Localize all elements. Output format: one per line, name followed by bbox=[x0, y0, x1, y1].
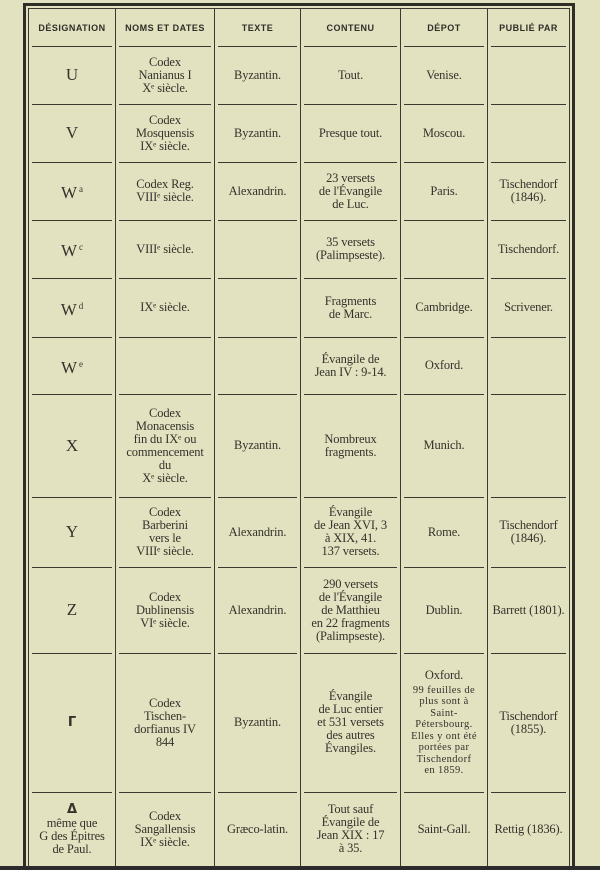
names-text: Codex Dublinensis VIᵉ siècle. bbox=[135, 589, 195, 630]
cell-depot bbox=[400, 46, 487, 104]
designation-letter bbox=[61, 297, 84, 319]
names-text: Codex Tischen- dorfianus IV 844 bbox=[134, 695, 196, 749]
contenu-text: Fragments de Marc. bbox=[324, 293, 377, 321]
depot-text: Cambridge. bbox=[415, 300, 473, 314]
cell-noms-dates bbox=[115, 653, 214, 792]
names-text: Codex Mosquensis IXᵉ siècle. bbox=[135, 112, 195, 153]
designation-base: W bbox=[60, 299, 77, 319]
contenu-text: Évangile de Luc entier et 531 versets des autres Évangiles. bbox=[317, 689, 384, 755]
header-label: TEXTE bbox=[241, 22, 274, 33]
publie-text: Tischendorf (1846). bbox=[499, 177, 558, 204]
designation-letter: X bbox=[65, 435, 79, 455]
contenu-text: Tout. bbox=[337, 67, 364, 82]
designation-letter: Z bbox=[66, 600, 78, 619]
names-text: Codex Reg. VIIIᵉ siècle. bbox=[136, 177, 194, 204]
cell-contenu bbox=[300, 497, 400, 567]
cell-noms-dates bbox=[115, 278, 214, 337]
cell-texte bbox=[214, 497, 300, 567]
header-contenu bbox=[300, 9, 400, 46]
cell-contenu bbox=[300, 567, 400, 653]
cell-designation bbox=[29, 46, 115, 104]
cell-texte bbox=[214, 792, 300, 866]
cell-publie-par bbox=[487, 46, 569, 104]
cell-contenu bbox=[300, 653, 400, 792]
cell-designation bbox=[29, 337, 115, 394]
cell-publie-par bbox=[487, 567, 569, 653]
publie-text: Tischendorf. bbox=[497, 241, 560, 256]
header-label: DÉPOT bbox=[427, 22, 461, 33]
texte-text: Græco-latin. bbox=[226, 821, 289, 836]
cell-publie-par bbox=[487, 278, 569, 337]
contenu-text: Évangile de Jean XVI, 3 à XIX, 41. 137 versets. bbox=[314, 505, 387, 558]
cell-depot bbox=[400, 653, 487, 792]
cell-noms-dates bbox=[115, 394, 214, 497]
cell-contenu bbox=[300, 278, 400, 337]
publie-text: Rettig (1836). bbox=[494, 821, 563, 836]
cell-designation bbox=[29, 104, 115, 162]
bottom-edge-band bbox=[0, 866, 600, 870]
cell-contenu bbox=[300, 104, 400, 162]
cell-noms-dates bbox=[115, 104, 214, 162]
texte-text: Byzantin. bbox=[234, 438, 281, 452]
names-text: Codex Barberini vers le VIIIᵉ siècle. bbox=[136, 505, 194, 558]
publie-text: Scrivener. bbox=[504, 300, 553, 314]
cell-texte bbox=[214, 567, 300, 653]
cell-contenu bbox=[300, 162, 400, 220]
contenu-text: Presque tout. bbox=[318, 125, 383, 140]
cell-texte bbox=[214, 162, 300, 220]
cell-publie-par bbox=[487, 497, 569, 567]
designation-letter: Γ bbox=[67, 715, 77, 730]
cell-texte bbox=[214, 46, 300, 104]
header-publie-par bbox=[487, 9, 569, 46]
cell-noms-dates bbox=[115, 567, 214, 653]
cell-publie-par bbox=[487, 653, 569, 792]
header-texte bbox=[214, 9, 300, 46]
designation-letter bbox=[61, 355, 83, 377]
depot-text: Dublin. bbox=[425, 602, 463, 617]
cell-designation bbox=[29, 567, 115, 653]
depot-text: Rome. bbox=[427, 524, 461, 539]
cell-designation bbox=[29, 653, 115, 792]
designation-note: même que G des Épitres de Paul. bbox=[39, 816, 105, 856]
cell-publie-par bbox=[487, 104, 569, 162]
header-depot bbox=[400, 9, 487, 46]
designation-letter: V bbox=[65, 123, 79, 142]
names-text: Codex Monacensis fin du IXᵉ ou commencement du Xᵉ siècle. bbox=[126, 405, 204, 485]
cell-depot bbox=[400, 394, 487, 497]
cell-depot bbox=[400, 337, 487, 394]
contenu-text: Évangile de Jean IV : 9-14. bbox=[314, 351, 387, 379]
contenu-text: 23 versets de l'Évangile de Luc. bbox=[318, 170, 383, 211]
texte-text: Byzantin. bbox=[234, 125, 281, 140]
names-text: Codex Sangallensis IXᵉ siècle. bbox=[134, 808, 196, 849]
cell-designation bbox=[29, 162, 115, 220]
names-text: VIIIᵉ siècle. bbox=[136, 241, 194, 256]
texte-text: Alexandrin. bbox=[228, 183, 287, 198]
cell-noms-dates bbox=[115, 162, 214, 220]
cell-contenu bbox=[300, 337, 400, 394]
depot-text: Munich. bbox=[423, 438, 465, 452]
designation-letter bbox=[61, 180, 83, 202]
contenu-text: Nombreux fragments. bbox=[324, 431, 377, 459]
contenu-text: 290 versets de l'Évangile de Matthieu en 22 fragments (Palimpseste). bbox=[311, 576, 390, 643]
texte-text: Byzantin. bbox=[234, 715, 281, 729]
cell-noms-dates bbox=[115, 337, 214, 394]
designation-base: W bbox=[60, 357, 78, 377]
cell-depot bbox=[400, 104, 487, 162]
texte-text: Alexandrin. bbox=[228, 524, 287, 539]
depot-text: Oxford. bbox=[424, 667, 464, 682]
cell-texte bbox=[214, 337, 300, 394]
cell-noms-dates bbox=[115, 497, 214, 567]
cell-noms-dates bbox=[115, 792, 214, 866]
designation-letter bbox=[61, 238, 83, 260]
cell-publie-par bbox=[487, 220, 569, 278]
cell-noms-dates bbox=[115, 220, 214, 278]
codex-table bbox=[28, 8, 570, 866]
publie-text: Barrett (1801). bbox=[492, 602, 565, 617]
publie-text: Tischendorf (1855). bbox=[499, 708, 558, 736]
cell-publie-par bbox=[487, 162, 569, 220]
texte-text: Alexandrin. bbox=[228, 602, 287, 617]
cell-texte bbox=[214, 394, 300, 497]
depot-text: Moscou. bbox=[422, 125, 466, 140]
cell-texte bbox=[214, 220, 300, 278]
depot-text: Paris. bbox=[430, 183, 458, 198]
header-label: DÉSIGNATION bbox=[38, 22, 106, 33]
cell-depot bbox=[400, 278, 487, 337]
depot-text: Oxford. bbox=[424, 358, 464, 372]
header-noms-dates bbox=[115, 9, 214, 46]
cell-noms-dates bbox=[115, 46, 214, 104]
cell-depot bbox=[400, 497, 487, 567]
designation-superscript: c bbox=[79, 242, 84, 252]
cell-depot bbox=[400, 220, 487, 278]
header-label: PUBLIÉ PAR bbox=[499, 22, 558, 33]
designation-letter: Y bbox=[65, 522, 79, 541]
cell-texte bbox=[214, 278, 300, 337]
contenu-text: Tout sauf Évangile de Jean XIX : 17 à 35. bbox=[316, 802, 385, 855]
cell-publie-par bbox=[487, 337, 569, 394]
table-frame bbox=[23, 3, 575, 866]
designation-superscript: d bbox=[78, 300, 84, 311]
header-designation bbox=[29, 9, 115, 46]
cell-contenu bbox=[300, 220, 400, 278]
cell-contenu bbox=[300, 394, 400, 497]
designation-letter: U bbox=[65, 65, 79, 84]
cell-designation bbox=[29, 792, 115, 866]
publie-text: Tischendorf (1846). bbox=[499, 518, 558, 545]
contenu-text: 35 versets (Palimpseste). bbox=[315, 235, 386, 262]
cell-depot bbox=[400, 792, 487, 866]
cell-texte bbox=[214, 653, 300, 792]
header-label: NOMS ET DATES bbox=[125, 22, 205, 33]
names-text: Codex Nanianus I Xᵉ siècle. bbox=[138, 54, 192, 95]
depot-text: Saint-Gall. bbox=[417, 821, 471, 836]
cell-contenu bbox=[300, 792, 400, 866]
depot-note: 99 feuilles de plus sont à Saint- Pétersbourg. Elles y ont été portées par Tischendorf en 1859. bbox=[411, 684, 477, 776]
names-text: IXᵉ siècle. bbox=[140, 300, 190, 314]
texte-text: Byzantin. bbox=[234, 67, 281, 82]
designation-letter: Δ bbox=[66, 802, 78, 817]
designation-superscript: e bbox=[79, 358, 84, 369]
cell-depot bbox=[400, 567, 487, 653]
cell-publie-par bbox=[487, 792, 569, 866]
designation-base: W bbox=[60, 183, 78, 202]
cell-texte bbox=[214, 104, 300, 162]
header-label: CONTENU bbox=[326, 22, 375, 33]
depot-text: Venise. bbox=[426, 67, 462, 82]
cell-publie-par bbox=[487, 394, 569, 497]
cell-designation bbox=[29, 220, 115, 278]
cell-designation bbox=[29, 394, 115, 497]
cell-designation bbox=[29, 278, 115, 337]
cell-designation bbox=[29, 497, 115, 567]
cell-contenu bbox=[300, 46, 400, 104]
designation-superscript: a bbox=[79, 184, 84, 194]
cell-depot bbox=[400, 162, 487, 220]
designation-base: W bbox=[60, 241, 78, 260]
